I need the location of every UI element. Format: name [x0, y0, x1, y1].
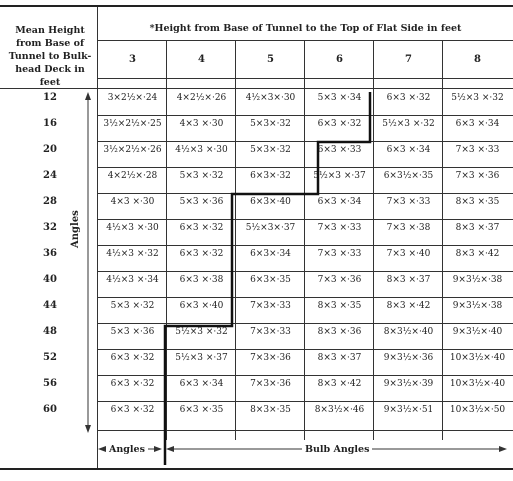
table-cell: 5½×3 ×·32: [175, 327, 228, 337]
table-cell: 7×3 ×·38: [386, 223, 431, 233]
footer-bulb-label: Bulb Angles: [302, 444, 372, 455]
table-cell: 4½×3 ×·30: [106, 223, 159, 233]
table-cell: 10×3½×·40: [449, 379, 506, 389]
table-cell: 8×3 ×·42: [386, 301, 431, 311]
table-cell: 5×3 ×·36: [179, 197, 224, 207]
arrow-up-head: [85, 92, 91, 100]
row-height-label: 44: [43, 300, 57, 311]
table-cell: 9×3½×·38: [452, 275, 503, 285]
column-header: 4: [198, 54, 205, 65]
row-header-caption: Mean Height from Base of Tunnel to Bulk- head Deck in feet: [8, 25, 92, 88]
column-header: 5: [267, 54, 274, 65]
table-cell: 4½×3×·30: [245, 93, 296, 103]
row-height-label: 12: [43, 92, 57, 103]
table-cell: 8×3½×·40: [383, 327, 434, 337]
table-cell: 7×3×·33: [250, 301, 291, 311]
table-cell: 3½×2½×·26: [103, 145, 162, 155]
column-header: 6: [336, 54, 343, 65]
table-cell: 6×3 ×·33: [317, 145, 362, 155]
column-header: 8: [474, 54, 481, 65]
table-cell: 8×3 ×·37: [317, 353, 362, 363]
table-cell: 4×2½×·28: [107, 171, 158, 181]
table-cell: 5×3 ×·36: [110, 327, 155, 337]
table-cell: 6×3½×·35: [383, 171, 434, 181]
table-cell: 7×3 ×·33: [317, 223, 362, 233]
table-cell: 6×3 ×·34: [455, 119, 500, 129]
table-cell: 4½×3 ×·32: [106, 249, 159, 259]
table-cell: 9×3½×·36: [383, 353, 434, 363]
table-cell: 4×3 ×·30: [179, 119, 224, 129]
table-cell: 5½×3 ×·32: [382, 119, 435, 129]
table-cell: 9×3½×·51: [383, 405, 434, 415]
table-cell: 7×3 ×·40: [386, 249, 431, 259]
arrow-down-head: [85, 425, 91, 433]
table-cell: 10×3½×·50: [449, 405, 506, 415]
table-cell: 5½×3 ×·32: [451, 93, 504, 103]
row-height-label: 48: [43, 326, 57, 337]
table-cell: 5×3 ×·32: [110, 301, 155, 311]
table-cell: 7×3 ×·33: [455, 145, 500, 155]
side-label-angles: Angles: [70, 210, 81, 248]
row-height-label: 20: [43, 144, 57, 155]
table-cell: 4×3 ×·30: [110, 197, 155, 207]
column-caption: *Height from Base of Tunnel to the Top of Flat Side in feet: [149, 23, 462, 34]
table-cell: 6×3 ×·38: [179, 275, 224, 285]
table-cell: 10×3½×·40: [449, 353, 506, 363]
angles-right-head: [154, 446, 162, 452]
table-cell: 7×3×·36: [250, 379, 291, 389]
table-cell: 6×3×·40: [250, 197, 291, 207]
table-cell: 4½×3 ×·34: [106, 275, 159, 285]
table-cell: 8×3½×·46: [314, 405, 365, 415]
table-cell: 5½×3×·37: [245, 223, 296, 233]
bulb-right-head: [499, 446, 507, 452]
row-height-label: 40: [43, 274, 57, 285]
table-cell: 6×3 ×·40: [179, 301, 224, 311]
table-cell: 7×3 ×·33: [317, 249, 362, 259]
table-cell: 6×3 ×·32: [110, 405, 155, 415]
table-cell: 6×3 ×·32: [179, 223, 224, 233]
table-cell: 3½×2½×·25: [103, 119, 162, 129]
table-cell: 9×3½×·38: [452, 301, 503, 311]
footer-angles-label: Angles: [106, 444, 148, 455]
table-cell: 6×3 ×·34: [386, 145, 431, 155]
table-cell: 6×3 ×·32: [317, 119, 362, 129]
table-cell: 4½×3 ×·30: [175, 145, 228, 155]
table-cell: 9×3½×·40: [452, 327, 503, 337]
table-cell: 8×3 ×·35: [455, 197, 500, 207]
row-height-label: 52: [43, 352, 57, 363]
column-header: 7: [405, 54, 412, 65]
row-height-label: 36: [43, 248, 57, 259]
stair-divider: [165, 92, 370, 465]
table-cell: 6×3×·34: [250, 249, 291, 259]
table-cell: 6×3 ×·32: [386, 93, 431, 103]
row-height-label: 28: [43, 196, 57, 207]
table-cell: 7×3×·33: [250, 327, 291, 337]
table-cell: 3×2½×·24: [107, 93, 158, 103]
table-cell: 8×3×·35: [250, 405, 291, 415]
table-cell: 6×3 ×·32: [110, 353, 155, 363]
table-cell: 8×3 ×·35: [317, 301, 362, 311]
table-cell: 5×3×·32: [250, 145, 291, 155]
table-cell: 6×3×·32: [250, 171, 291, 181]
column-header: 3: [129, 54, 136, 65]
angles-left-head: [98, 446, 106, 452]
table-cell: 8×3 ×·37: [455, 223, 500, 233]
table-cell: 5×3×·32: [250, 119, 291, 129]
table-cell: 7×3×·36: [250, 353, 291, 363]
table-cell: 5×3 ×·32: [179, 171, 224, 181]
table-cell: 8×3 ×·42: [455, 249, 500, 259]
table-cell: 5½×3 ×·37: [175, 353, 228, 363]
table-cell: 9×3½×·39: [383, 379, 434, 389]
table-cell: 6×3 ×·32: [179, 249, 224, 259]
table-cell: 7×3 ×·36: [455, 171, 500, 181]
row-height-label: 16: [43, 118, 57, 129]
table-cell: 5×3 ×·34: [317, 93, 362, 103]
table-cell: 6×3 ×·35: [179, 405, 224, 415]
table-cell: 5½×3 ×·37: [313, 171, 366, 181]
row-height-label: 56: [43, 378, 57, 389]
table-cell: 8×3 ×·42: [317, 379, 362, 389]
table-cell: 8×3 ×·36: [317, 327, 362, 337]
row-height-label: 24: [43, 170, 57, 181]
table-cell: 6×3×·35: [250, 275, 291, 285]
bulb-left-head: [166, 446, 174, 452]
table-cell: 8×3 ×·37: [386, 275, 431, 285]
row-height-label: 32: [43, 222, 57, 233]
table-cell: 7×3 ×·36: [317, 275, 362, 285]
table-cell: 7×3 ×·33: [386, 197, 431, 207]
table-cell: 6×3 ×·32: [110, 379, 155, 389]
table-cell: 6×3 ×·34: [317, 197, 362, 207]
table-cell: 6×3 ×·34: [179, 379, 224, 389]
table-cell: 4×2½×·26: [176, 93, 227, 103]
row-height-label: 60: [43, 404, 57, 415]
